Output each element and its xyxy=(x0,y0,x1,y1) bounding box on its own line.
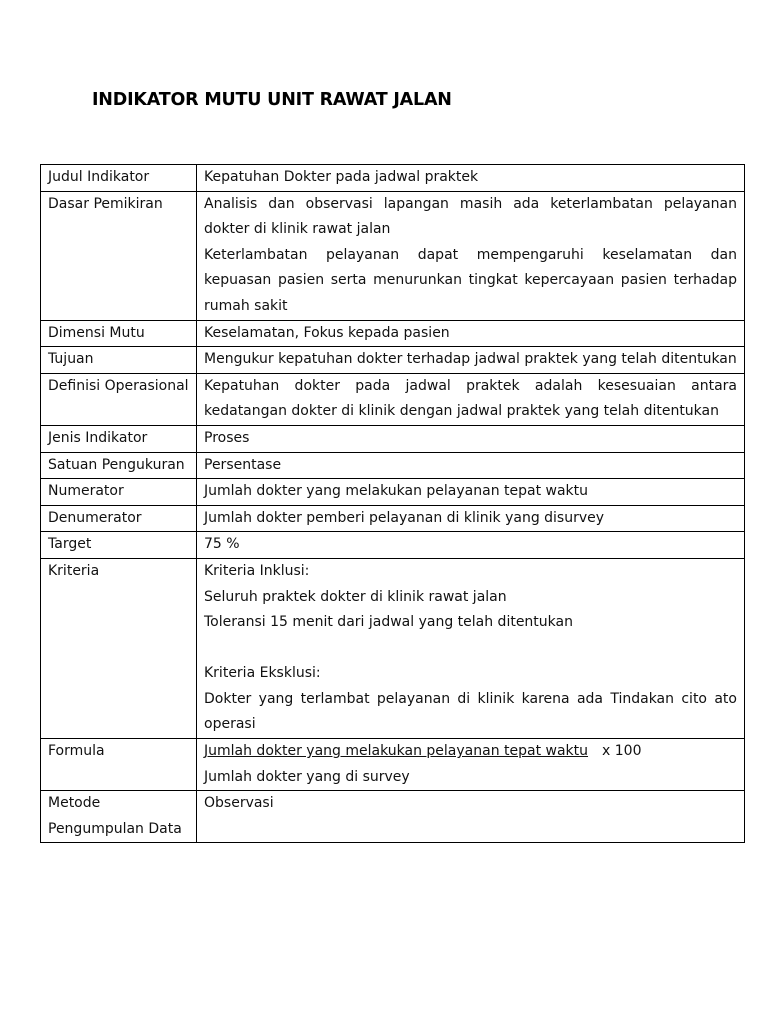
exclusion-title: Kriteria Eksklusi: xyxy=(204,665,321,682)
formula-denominator: Jumlah dokter yang di survey xyxy=(204,768,410,785)
row-value: Jumlah dokter pemberi pelayanan di klinik yang disurvey xyxy=(197,505,745,532)
formula-multiplier: x 100 xyxy=(602,743,642,760)
table-row xyxy=(41,347,745,374)
table-row xyxy=(41,558,745,738)
table-row xyxy=(41,425,745,452)
row-value: Keselamatan, Fokus kepada pasien xyxy=(197,320,745,347)
inclusion-item: Toleransi 15 menit dari jadwal yang telah ditentukan xyxy=(204,614,573,631)
row-value xyxy=(197,739,745,791)
row-label: Judul Indikator xyxy=(41,165,197,192)
row-label: Definisi Operasional xyxy=(41,373,197,425)
table-row xyxy=(41,505,745,532)
row-label: Metode Pengumpulan Data xyxy=(41,791,197,843)
row-value: Kepatuhan Dokter pada jadwal praktek xyxy=(197,165,745,192)
row-value xyxy=(197,558,745,738)
row-value: Observasi xyxy=(197,791,745,843)
blank-line xyxy=(204,636,737,662)
page-title: INDIKATOR MUTU UNIT RAWAT JALAN xyxy=(92,90,452,110)
row-label: Dimensi Mutu xyxy=(41,320,197,347)
row-label: Tujuan xyxy=(41,347,197,374)
row-label: Kriteria xyxy=(41,558,197,738)
row-label: Denumerator xyxy=(41,505,197,532)
formula-numerator: Jumlah dokter yang melakukan pelayanan tepat waktu xyxy=(204,743,589,760)
table-row xyxy=(41,739,745,791)
table-row xyxy=(41,165,745,192)
row-value: Mengukur kepatuhan dokter terhadap jadwal praktek yang telah ditentukan xyxy=(197,347,745,374)
inclusion-item: Seluruh praktek dokter di klinik rawat jalan xyxy=(204,588,507,605)
table-row xyxy=(41,479,745,506)
table-row xyxy=(41,320,745,347)
exclusion-item: Dokter yang terlambat pelayanan di klinik karena ada Tindakan cito ato operasi xyxy=(204,690,737,733)
row-value: Persentase xyxy=(197,452,745,479)
table-row xyxy=(41,532,745,559)
inclusion-title: Kriteria Inklusi: xyxy=(204,562,310,579)
row-label: Satuan Pengukuran xyxy=(41,452,197,479)
table-row xyxy=(41,452,745,479)
row-label: Jenis Indikator xyxy=(41,425,197,452)
row-value: Proses xyxy=(197,425,745,452)
table-row xyxy=(41,191,745,320)
row-label: Numerator xyxy=(41,479,197,506)
paragraph: Analisis dan observasi lapangan masih ada keterlambatan pelayanan dokter di klinik rawat jalan xyxy=(204,195,737,238)
row-label: Dasar Pemikiran xyxy=(41,191,197,320)
row-value: 75 % xyxy=(197,532,745,559)
row-value: Kepatuhan dokter pada jadwal praktek adalah kesesuaian antara kedatangan dokter di klinik dengan jadwal praktek yang telah ditentukan xyxy=(197,373,745,425)
row-value xyxy=(197,191,745,320)
formula-numerator-line xyxy=(204,739,737,765)
row-label: Target xyxy=(41,532,197,559)
indicator-table xyxy=(40,164,745,843)
paragraph: Keterlambatan pelayanan dapat mempengaruhi keselamatan dan kepuasan pasien serta menurunkan tingkat kepercayaan pasien terhadap rumah sakit xyxy=(204,246,737,314)
table-row xyxy=(41,373,745,425)
row-label: Formula xyxy=(41,739,197,791)
table-row xyxy=(41,791,745,843)
row-value: Jumlah dokter yang melakukan pelayanan tepat waktu xyxy=(197,479,745,506)
